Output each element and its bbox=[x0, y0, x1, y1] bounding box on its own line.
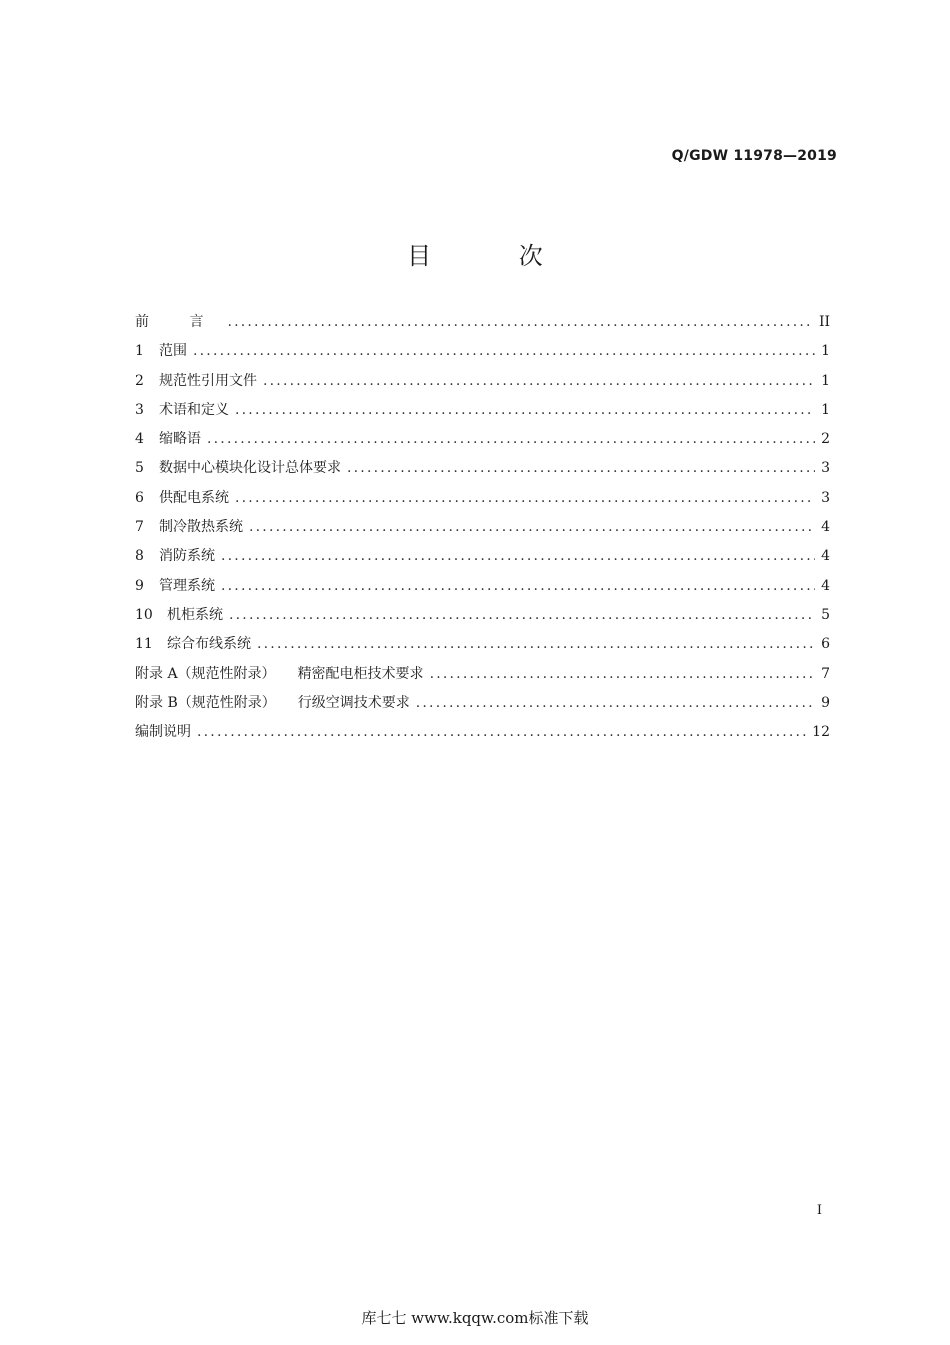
toc-entry-foreword[interactable] bbox=[135, 311, 830, 340]
toc-number: 7 bbox=[135, 519, 144, 536]
toc-entry-6[interactable] bbox=[135, 487, 830, 516]
toc-entry-3[interactable] bbox=[135, 399, 830, 428]
toc-leader bbox=[197, 724, 806, 740]
toc-annex-label: 附录 A（规范性附录） bbox=[135, 665, 276, 682]
toc-number: 4 bbox=[135, 431, 144, 448]
toc-leader bbox=[227, 314, 812, 330]
toc-page: 4 bbox=[821, 548, 830, 565]
toc-number: 3 bbox=[135, 401, 144, 418]
toc-number: 2 bbox=[135, 372, 144, 389]
toc-entry-5[interactable] bbox=[135, 457, 830, 486]
toc-entry-2[interactable] bbox=[135, 370, 830, 399]
toc-page: 4 bbox=[821, 519, 830, 536]
toc-number: 5 bbox=[135, 460, 144, 477]
toc-label: 范围 bbox=[159, 343, 187, 360]
toc-leader bbox=[221, 578, 815, 594]
toc-page: 1 bbox=[821, 401, 830, 418]
toc-leader bbox=[249, 519, 815, 535]
toc-label: 数据中心模块化设计总体要求 bbox=[159, 460, 341, 477]
toc-page: II bbox=[818, 314, 830, 330]
table-of-contents bbox=[135, 311, 830, 750]
toc-label: 供配电系统 bbox=[159, 489, 229, 506]
toc-entry-notes[interactable] bbox=[135, 721, 830, 750]
toc-entry-11[interactable] bbox=[135, 633, 830, 662]
toc-label: 消防系统 bbox=[159, 548, 215, 565]
toc-page: 3 bbox=[821, 460, 830, 477]
toc-number: 10 bbox=[135, 606, 153, 623]
toc-label: 缩略语 bbox=[159, 431, 201, 448]
toc-leader bbox=[207, 431, 815, 447]
toc-leader bbox=[416, 695, 815, 711]
toc-entry-10[interactable] bbox=[135, 604, 830, 633]
watermark-footer: 库七七 www.kqqw.com标准下载 bbox=[361, 1309, 589, 1327]
toc-label: 综合布线系统 bbox=[167, 636, 251, 653]
toc-page: 4 bbox=[821, 577, 830, 594]
toc-page: 2 bbox=[821, 431, 830, 448]
toc-leader bbox=[221, 548, 815, 564]
toc-label: 术语和定义 bbox=[159, 401, 229, 418]
toc-entry-annex-a[interactable] bbox=[135, 663, 830, 692]
toc-page: 7 bbox=[821, 665, 830, 682]
toc-page: 6 bbox=[821, 636, 830, 653]
toc-entry-annex-b[interactable] bbox=[135, 692, 830, 721]
toc-leader bbox=[257, 636, 815, 652]
toc-label: 制冷散热系统 bbox=[159, 519, 243, 536]
toc-label: 编制说明 bbox=[135, 724, 191, 741]
toc-number: 1 bbox=[135, 343, 144, 360]
toc-number: 6 bbox=[135, 489, 144, 506]
toc-leader bbox=[347, 460, 815, 476]
toc-page: 5 bbox=[821, 606, 830, 623]
toc-entry-9[interactable] bbox=[135, 575, 830, 604]
toc-leader bbox=[235, 402, 815, 418]
toc-page: 1 bbox=[821, 372, 830, 389]
toc-label: 管理系统 bbox=[159, 577, 215, 594]
toc-leader bbox=[263, 373, 815, 389]
toc-number: 8 bbox=[135, 548, 144, 565]
page-number: I bbox=[816, 1203, 822, 1218]
toc-number: 11 bbox=[135, 636, 153, 653]
toc-label: 机柜系统 bbox=[167, 606, 223, 623]
toc-leader bbox=[235, 490, 815, 506]
page-title: 目 次 bbox=[407, 242, 583, 270]
toc-label: 前 言 bbox=[135, 314, 222, 330]
toc-label: 规范性引用文件 bbox=[159, 372, 257, 389]
toc-label: 行级空调技术要求 bbox=[297, 694, 410, 711]
toc-page: 3 bbox=[821, 489, 830, 506]
toc-page: 12 bbox=[812, 724, 830, 741]
toc-leader bbox=[193, 343, 815, 359]
toc-entry-7[interactable] bbox=[135, 516, 830, 545]
toc-label: 精密配电柜技术要求 bbox=[297, 665, 424, 682]
toc-entry-1[interactable] bbox=[135, 340, 830, 369]
standard-code: Q/GDW 11978—2019 bbox=[671, 148, 837, 164]
toc-number: 9 bbox=[135, 577, 144, 594]
toc-entry-4[interactable] bbox=[135, 428, 830, 457]
toc-page: 9 bbox=[821, 694, 830, 711]
toc-leader bbox=[229, 607, 815, 623]
toc-annex-label: 附录 B（规范性附录） bbox=[135, 694, 276, 711]
toc-page: 1 bbox=[821, 343, 830, 360]
toc-leader bbox=[430, 666, 816, 682]
toc-entry-8[interactable] bbox=[135, 545, 830, 574]
